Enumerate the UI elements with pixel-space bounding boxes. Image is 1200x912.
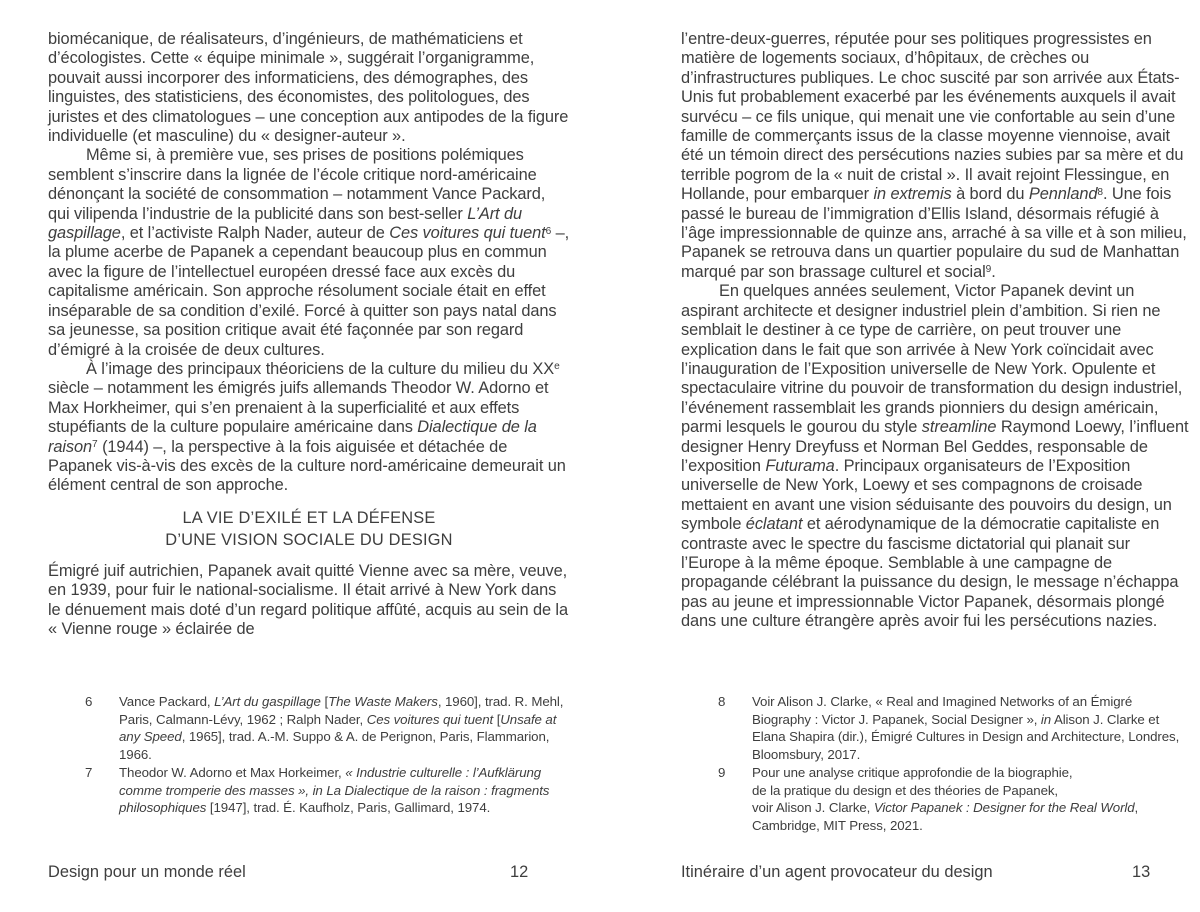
- page-right-body: [681, 30, 1193, 632]
- footnote: [48, 693, 570, 764]
- text-segment: Dialectique de la raison: [48, 418, 537, 456]
- paragraph: [48, 360, 570, 496]
- text-segment: [: [320, 694, 329, 709]
- section-heading: LA VIE D’EXILÉ ET LA DÉFENSE D’UNE VISION SOCIALE DU DESIGN: [165, 508, 453, 550]
- paragraph: [681, 30, 1193, 282]
- text-segment: Pour une analyse critique approfondie de la biographie,: [752, 764, 1073, 780]
- text-segment: , et l’activiste Ralph Nader, auteur de: [120, 224, 390, 243]
- paragraph: [48, 30, 570, 146]
- page-right-footnotes: [681, 693, 1193, 835]
- text-segment: voir Alison J. Clarke,: [752, 800, 874, 816]
- text-segment: À l’image des principaux théoriciens de la culture du milieu du XX: [86, 359, 555, 378]
- paragraph: [681, 282, 1193, 631]
- text-segment: de la pratique du design et des théories de Papanek,: [752, 782, 1059, 798]
- footnote: [681, 764, 1193, 835]
- footnote: [681, 693, 1193, 764]
- text-segment: , 1965], trad. A.-M. Suppo & A. de Perignon, Paris, Flammarion, 1966.: [119, 729, 550, 763]
- text-segment: Futurama: [765, 456, 835, 475]
- text-segment: (1944) –, la perspective à la fois aiguisée et détachée de Papanek vis-à-vis des excès de la culture nord-américaine demeurait un élément central de son approche.: [48, 437, 566, 495]
- footnote-number: 8: [718, 694, 726, 709]
- text-segment: in: [1040, 711, 1052, 727]
- text-segment: , 1960], trad. R. Mehl, Paris, Calmann-Lévy, 1962 ; Ralph Nader,: [119, 694, 564, 727]
- footnote: [48, 764, 570, 817]
- text-segment: [: [493, 711, 501, 727]
- footnote-ref: 7: [92, 438, 98, 450]
- text-segment: Unsafe at any Speed: [119, 711, 557, 745]
- text-segment: –, la plume acerbe de Papanek a cependant beaucoup plus en commun avec la figure de l’intellectuel européen dressé face aux excès du capitalisme américain. Son approche résolument sociale était en effet inséparable de sa condition d’exilé. Forcé à quitter son pays natal dans sa jeunesse, sa position critique avait été façonnée par son regard d’émigré à la croisée de deux cultures.: [48, 224, 570, 359]
- footnote-ref: 9: [985, 264, 992, 276]
- text-segment: Voir Alison J. Clarke, « Real and Imagined Networks of an Émigré Biography : Victor J. Papanek, Social Designer »,: [752, 694, 1133, 727]
- paragraph: [48, 146, 570, 359]
- text-segment: l’entre-deux-guerres, réputée pour ses politiques progressistes en matière de logements sociaux, d’hôpitaux, de crèches ou d’infrastructures publiques. Le choc suscité par son arrivée aux États-Unis fut probablement exacerbé par les événements auxquels il avait survécu – ce fils unique, qui menait une vie confortable au sein d’une famille de commerçants issus de la classe moyenne viennoise, avait été un témoin direct des persécutions nazies subies par sa mère et du terrible pogrom de la « nuit de cristal ». Il avait rejoint Flessingue, en Hollande, pour embarquer: [681, 30, 1184, 204]
- text-segment: in extremis: [873, 185, 952, 204]
- page-number: 12: [510, 863, 529, 881]
- text-segment: L’Art du gaspillage: [48, 204, 522, 243]
- text-segment: Vance Packard,: [119, 694, 215, 709]
- footnote-ref: 6: [545, 225, 552, 237]
- text-segment: [1947], trad. É. Kaufholz, Paris, Gallimard, 1974.: [206, 800, 491, 816]
- footnote-text: [752, 765, 1138, 833]
- text-segment: Alison J. Clarke et Elana Shapira (dir.), Émigré Cultures in Design and Architecture, Londres, Bloomsbury, 2017.: [752, 711, 1180, 763]
- footnote-number: 7: [85, 764, 93, 780]
- text-segment: La Dialectique de la raison : fragments philosophiques: [119, 782, 550, 816]
- footnote-text: [119, 694, 563, 762]
- text-segment: et aérodynamique de la démocratie capitaliste en contraste avec le spectre du fascisme dictatorial qui planait sur l’Europe à la même époque. Semblable à une campagne de propagande célébrant la puissance du design, le message n’échappa pas au jeune et impressionnable Victor Papanek, désormais plongé dans une culture étrangère après avoir fui les persécutions nazies.: [681, 515, 1179, 631]
- text-segment: « Industrie culturelle : l’Aufklärung comme tromperie des masses », in: [119, 764, 542, 798]
- text-segment: Ces voitures qui tuent: [366, 711, 494, 727]
- text-segment: .: [991, 262, 996, 281]
- running-title: Itinéraire d’un agent provocateur du design: [681, 863, 993, 881]
- text-segment: Raymond Loewy, l’influent designer Henry Dreyfuss et Norman Bel Geddes, responsable de l’exposition: [681, 418, 1189, 475]
- page-left-footnotes: [48, 693, 570, 817]
- text-segment: The Waste Makers: [328, 694, 438, 709]
- text-segment: biomécanique, de réalisateurs, d’ingénieurs, de mathématiciens et d’écologistes. Cette « équipe minimale », suggérait l’organigramme, pouvait aussi incorporer des informaticiens, des démographes, des linguistes, des statisticiens, des économistes, des politologues, des juristes et des climatologues – une conception aux antipodes de la figure individuelle (et masculine) du « designer-auteur ».: [48, 30, 569, 146]
- page-number: 13: [1132, 863, 1151, 881]
- text-segment: Victor Papanek : Designer for the Real World: [873, 800, 1135, 816]
- text-segment: Même si, à première vue, ses prises de positions polémiques semblent s’inscrire dans la lignée de l’école critique nord-américaine dénonçant la société de consommation – notamment Vance Packard, qui vilipenda l’industrie de la publicité dans son best-seller: [48, 146, 546, 223]
- text-segment: L’Art du gaspillage: [214, 694, 321, 709]
- page-left-body: [48, 30, 570, 639]
- text-segment: streamline: [921, 418, 997, 437]
- page-right: [681, 0, 1193, 912]
- footnote-ref: e: [554, 361, 560, 373]
- text-segment: . Une fois passé le bureau de l’immigration d’Ellis Island, désormais réfugié à l’âge impressionnable de quinze ans, arraché à sa ville et à son milieu, Papanek se retrouva dans un quartier populaire du sud de Manhattan marqué par son brassage culturel et social: [681, 185, 1187, 281]
- footnote-number: 9: [718, 764, 726, 780]
- text-segment: Theodor W. Adorno et Max Horkeimer,: [119, 764, 346, 780]
- text-segment: siècle – notamment les émigrés juifs allemands Theodor W. Adorno et Max Horkheimer, qui s’en prenaient à la superficialité et aux effets stupéfiants de la culture populaire américaine dans: [48, 379, 549, 437]
- text-segment: Pennland: [1028, 185, 1098, 204]
- page-left: [48, 0, 570, 912]
- paragraph: [48, 562, 570, 640]
- text-segment: , Cambridge, MIT Press, 2021.: [752, 800, 1139, 833]
- text-segment: éclatant: [745, 515, 803, 534]
- text-segment: Émigré juif autrichien, Papanek avait quitté Vienne avec sa mère, veuve, en 1939, pour fuir le national-socialisme. Il était arrivé à New York dans le dénuement mais doté d’un regard politique affûté, acquis au sein de la « Vienne rouge » éclairée de: [48, 561, 568, 638]
- text-segment: En quelques années seulement, Victor Papanek devint un aspirant architecte et designer industriel plein d’ambition. Si rien ne semblait le destiner à ce type de carrière, on peut trouver une explication dans le fait que son arrivée à New York coïncidait avec l’inauguration de l’Exposition universelle de New York. Opulente et spectaculaire vitrine du pouvoir de transformation du design industriel, l’événement rassemblait les grands pionniers du design américain, parmi lesquels le gourou du style: [681, 282, 1183, 437]
- footnote-text: [119, 765, 549, 815]
- footnote-ref: 8: [1097, 186, 1103, 198]
- footnote-text: [752, 694, 1179, 762]
- footnote-number: 6: [85, 694, 93, 709]
- text-segment: . Principaux organisateurs de l’Exposition universelle de New York, Loewy et ses compagnons de croisade mettaient en avant une vision séduisante des pouvoirs du design, un symbole: [681, 456, 1172, 534]
- text-segment: Ces voitures qui tuent: [389, 224, 546, 243]
- text-segment: à bord du: [951, 185, 1029, 204]
- running-title: Design pour un monde réel: [48, 863, 246, 881]
